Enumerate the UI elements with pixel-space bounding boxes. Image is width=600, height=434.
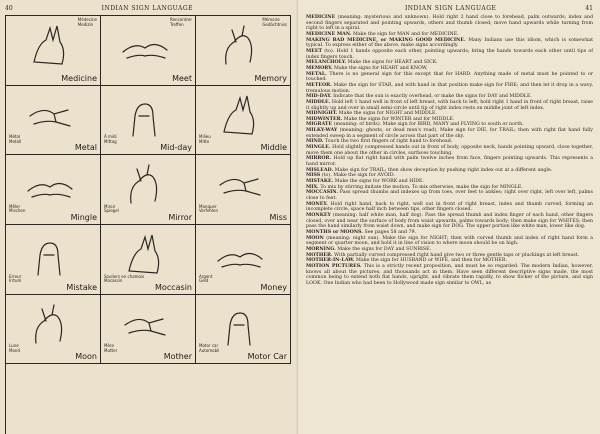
sign-cell bbox=[101, 225, 196, 295]
hand-sign-drawing bbox=[119, 22, 171, 70]
hand-sign-drawing bbox=[24, 301, 76, 349]
dictionary-entries bbox=[306, 15, 593, 287]
hand-sign-drawing bbox=[119, 231, 171, 279]
dictionary-entry bbox=[306, 38, 593, 49]
right-page bbox=[298, 0, 600, 434]
sign-english-label: Mistake bbox=[66, 282, 97, 292]
entry-definition: (meaning: mysterious and unknown). Hold right 2 hand close to forehead, palm outwards; index and second fingers separated and pointing upwards, others and thumb closed; move hand upwards while turning from right to left in a spiral. bbox=[306, 15, 593, 32]
entry-headword: MIDDLE. bbox=[306, 99, 331, 105]
entry-headword: MONKEY bbox=[306, 212, 331, 218]
entry-definition: Many Indians use this idiom, which is somewhat typical. To express either of the above, make signs accordingly. bbox=[306, 37, 593, 49]
entry-headword: MIND. bbox=[306, 139, 324, 145]
dictionary-entry bbox=[306, 236, 593, 247]
entry-headword: MOTHER-IN-LAW. bbox=[306, 258, 355, 264]
sign-english-label: Meet bbox=[172, 73, 192, 83]
entry-headword: MIDWINTER. bbox=[306, 116, 343, 122]
page-number-right: 41 bbox=[585, 5, 593, 12]
entry-headword: MELANCHOLY. bbox=[306, 60, 347, 66]
sign-cell bbox=[101, 295, 196, 365]
left-header bbox=[5, 4, 292, 13]
caption-translation: Souliers en chamois Mocassin bbox=[104, 273, 145, 284]
hand-sign-drawing bbox=[119, 161, 171, 209]
sign-english-label: Middle bbox=[260, 143, 287, 153]
caption-translation: Erreur Irrtum bbox=[9, 273, 22, 284]
hand-sign-drawing bbox=[24, 92, 76, 140]
sign-cell bbox=[6, 155, 101, 225]
entry-headword: MIGRATE bbox=[306, 122, 333, 128]
entry-definition: See pages 58 and 79. bbox=[362, 229, 417, 235]
hand-sign-drawing bbox=[214, 161, 266, 209]
hand-sign-drawing bbox=[214, 22, 266, 70]
entry-definition: Hold right hand, back to right, well out in front of right breast, index and thumb curved, forming an incomplete circle, space half inch between tips, other fingers closed. bbox=[306, 201, 593, 213]
sign-english-label: Metal bbox=[74, 143, 97, 153]
sign-english-label: Mid-day bbox=[160, 143, 192, 153]
entry-definition: There is no general sign for this except that for HARD. Anything made of metal must be pointed to or touched. bbox=[306, 71, 593, 83]
entry-headword: MEMORY. bbox=[306, 65, 333, 71]
entry-headword: MIRROR. bbox=[306, 156, 332, 162]
entry-definition: Make the signs for WORK and HIDE. bbox=[333, 179, 425, 185]
caption-translation: Mémoire Gedächtniss bbox=[262, 17, 287, 27]
hand-sign-drawing bbox=[214, 231, 266, 279]
entry-definition: Hold left 1 hand well in front of left breast, with back to left; hold right 1 hand in front of right breast, raise it slightly up and over in small semi-circle until tip of right index rests on middle joint of left index. bbox=[306, 99, 593, 111]
caption-translation: Mêler Mischen bbox=[9, 203, 26, 214]
entry-definition: With partially curved compressed right hand give two or three gentle taps or pluckings at left breast. bbox=[332, 252, 580, 258]
entry-headword: MID-DAY. bbox=[306, 94, 332, 100]
hand-sign-drawing bbox=[24, 161, 76, 209]
entry-definition: Pass spread thumbs and indexes up from toes, over feet to ankles; right over right, left over left, palms close to feet. bbox=[306, 190, 593, 201]
sign-cell bbox=[196, 295, 291, 365]
dictionary-entry bbox=[306, 202, 593, 213]
sign-cell bbox=[6, 16, 101, 86]
sign-english-label: Medicine bbox=[61, 73, 97, 83]
caption-translation: À midi Mittag bbox=[104, 134, 117, 144]
entry-headword: MOTION PICTURES. bbox=[306, 263, 362, 269]
dictionary-entry bbox=[306, 15, 593, 32]
sign-english-label: Mirror bbox=[168, 212, 192, 222]
entry-headword: MEDICINE bbox=[306, 15, 336, 20]
sign-cell bbox=[196, 86, 291, 156]
right-header bbox=[306, 4, 593, 13]
entry-headword: MISS bbox=[306, 173, 321, 179]
sign-cell bbox=[6, 295, 101, 365]
sign-english-label: Money bbox=[260, 282, 287, 292]
entry-headword: MISLEAD. bbox=[306, 167, 334, 173]
entry-definition: Touch the two first fingers of right hand to forehead. bbox=[323, 139, 453, 145]
dictionary-entry bbox=[306, 145, 593, 156]
dictionary-entry bbox=[306, 190, 593, 201]
entry-definition: (meaning: of birds). Make sign for BIRD, MANY and FLYING to south or north. bbox=[332, 122, 524, 128]
entry-headword: MEET bbox=[306, 48, 323, 54]
sign-english-label: Memory bbox=[254, 73, 287, 83]
sign-english-label: Moon bbox=[75, 352, 97, 362]
entry-headword: MINGLE. bbox=[306, 145, 331, 151]
entry-definition: This is a strictly recent proposition, and must be so regarded. The modern Indian, however, knows all about the pictures, and thousands act in them. Have seen different descriptive signs made, the most common being to extend both flat hands, upright, and vibrate them rapidly, to show flicker of the picture, and sign LOOK. One Indian who had been to Hollywood made sign similar to OWL, as bbox=[306, 263, 593, 286]
caption-translation: Médecine Medizin bbox=[77, 17, 97, 27]
entry-definition: Hold up flat right hand with palm twelve inches from face, fingers pointing upwards. This represents a hand mirror. bbox=[306, 156, 593, 168]
caption-translation: Rencontrer Treffen bbox=[169, 17, 192, 27]
entry-headword: METAL. bbox=[306, 71, 327, 77]
sign-illustration-grid bbox=[5, 15, 291, 434]
sign-cell bbox=[6, 86, 101, 156]
entry-definition: Make the sign for STAR, and with hand in that position make sign for FIRE; and then let it drop in a wavy, tremulous motion. bbox=[306, 82, 593, 94]
entry-definition: Make the signs for DAY and SUNRISE. bbox=[335, 246, 432, 252]
entry-headword: MONEY. bbox=[306, 201, 328, 207]
sign-english-label: Mother bbox=[163, 352, 192, 362]
sign-cell bbox=[196, 16, 291, 86]
entry-definition: (to). Make the sign for AVOID. bbox=[320, 173, 395, 179]
page-number-left: 40 bbox=[5, 5, 13, 12]
caption-translation: Mère Mutter bbox=[104, 343, 118, 353]
caption-translation: Manquer Verfehlen bbox=[199, 203, 219, 214]
sign-cell bbox=[6, 225, 101, 295]
entry-headword: MILKY-WAY bbox=[306, 128, 338, 134]
caption-translation: Motor car Automobil bbox=[199, 343, 220, 353]
entry-definition: Make sign for TRAIL; then show deception by pushing right index out at a different angle. bbox=[333, 167, 553, 173]
entry-definition: Make the signs for WINTER and for MIDDLE. bbox=[342, 116, 455, 122]
entry-headword: MAKING BAD MEDICINE, or MAKING GOOD MEDICINE. bbox=[306, 37, 466, 43]
sign-english-label: Moccasin bbox=[155, 282, 192, 292]
entry-definition: (meaning: half white man, half dog). Pass the spread thumb and index finger of each hand, other fingers closed, over and near the surface of body from waist upwards, palms towards body; then make sign for WHITES; then pass the hand similarly from waist down, and make sign for DOG. The upper portion like white man, lower like dog. bbox=[306, 212, 593, 230]
entry-headword: MOTHER. bbox=[306, 252, 333, 258]
caption-translation: Milieu Mitte bbox=[199, 134, 211, 144]
sign-english-label: Miss bbox=[269, 212, 287, 222]
entry-definition: (meaning: ghosts, or dead men's road). Make sign for DIE, for TRAIL; then with right flat hand fully extended sweep in a segment of circle across that part of the sky. bbox=[306, 128, 593, 139]
dictionary-entry bbox=[306, 128, 593, 139]
dictionary-entry bbox=[306, 264, 593, 287]
entry-definition: To mix by stirring imitate the motion. To mix otherwise, make the sign for MINGLE. bbox=[318, 184, 523, 190]
entry-headword: MOCCASIN. bbox=[306, 190, 338, 196]
caption-translation: Miroir Spiegel bbox=[104, 203, 119, 214]
hand-sign-drawing bbox=[24, 22, 76, 70]
running-head-left: INDIAN SIGN LANGUAGE bbox=[101, 5, 194, 12]
entry-headword: MEDICINE MAN. bbox=[306, 31, 352, 37]
sign-cell bbox=[101, 155, 196, 225]
sign-cell bbox=[101, 86, 196, 156]
dictionary-entry bbox=[306, 156, 593, 167]
entry-headword: MIDNIGHT. bbox=[306, 111, 338, 117]
hand-sign-drawing bbox=[214, 301, 266, 349]
entry-definition: Make the signs for HEART and KNOW. bbox=[332, 65, 428, 71]
entry-headword: MISTAKE. bbox=[306, 179, 334, 185]
hand-sign-drawing bbox=[214, 92, 266, 140]
entry-headword: MIX. bbox=[306, 184, 319, 190]
entry-definition: (meaning: night sun). Make the sign for NIGHT; then with curved thumb and index of right hand form a segment or quarter moon, and hold it in line of vision to where moon should be on high. bbox=[306, 235, 593, 247]
hand-sign-drawing bbox=[119, 301, 171, 349]
sign-cell bbox=[101, 16, 196, 86]
caption-translation: Lune Mond bbox=[9, 343, 20, 353]
left-page bbox=[0, 0, 298, 434]
entry-headword: MONTHS or MOONS. bbox=[306, 229, 363, 235]
entry-definition: Hold slightly compressed hands out in front of body, opposite neck, hands pointing upward, close together, move them one about the other in circles, surfaces touching. bbox=[306, 145, 593, 156]
sign-cell bbox=[196, 225, 291, 295]
dictionary-entry bbox=[306, 100, 593, 111]
entry-definition: Indicate that the sun is exactly overhead, or make the signs for DAY and MIDDLE. bbox=[331, 94, 532, 100]
entry-definition: Make the signs for NIGHT and MIDDLE. bbox=[337, 111, 437, 117]
caption-translation: Métal Metall bbox=[9, 134, 22, 144]
entry-definition: (to). Hold 1 hands opposite each other, pointing upwards; bring the hands towards each other until tips of index fingers touch. bbox=[306, 48, 593, 60]
entry-headword: MORNING. bbox=[306, 246, 336, 252]
dictionary-entry bbox=[306, 213, 593, 230]
hand-sign-drawing bbox=[119, 92, 171, 140]
caption-translation: Argent Geld bbox=[199, 273, 213, 284]
dictionary-entry bbox=[306, 72, 593, 83]
dictionary-entry bbox=[306, 49, 593, 60]
hand-sign-drawing bbox=[24, 231, 76, 279]
entry-definition: Make the signs for HEART and SICK. bbox=[346, 60, 438, 66]
entry-headword: METEOR. bbox=[306, 82, 332, 88]
dictionary-entry bbox=[306, 83, 593, 94]
entry-definition: Make the sign for HUSBAND or WIFE, and then for MOTHER. bbox=[354, 258, 507, 264]
sign-english-label: Mingle bbox=[70, 212, 97, 222]
running-head-right: INDIAN SIGN LANGUAGE bbox=[404, 5, 497, 12]
sign-english-label: Motor Car bbox=[247, 352, 287, 362]
entry-headword: MOON bbox=[306, 235, 324, 241]
sign-cell bbox=[196, 155, 291, 225]
entry-definition: Make the sign for MAN and for MEDICINE. bbox=[351, 31, 459, 37]
